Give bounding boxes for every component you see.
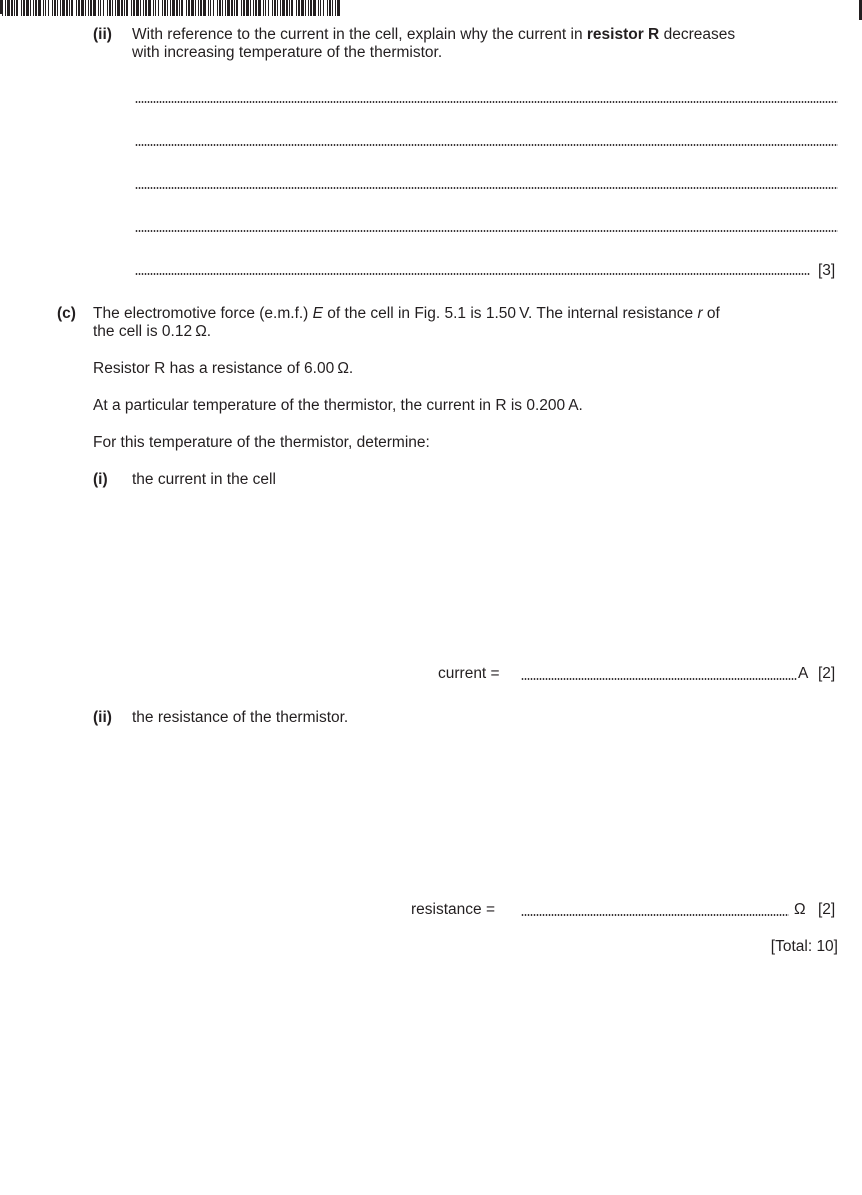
determine-statement: For this temperature of the thermistor, determine: [93, 434, 430, 451]
question-label-c: (c) [57, 305, 76, 322]
question-label-c-i: (i) [93, 471, 108, 488]
answer-line-3[interactable] [135, 187, 838, 189]
current-answer-line[interactable] [521, 678, 797, 680]
marks-c-ii: [2] [818, 901, 836, 918]
current-unit: A [798, 665, 809, 682]
current-statement: At a particular temperature of the thermistor, the current in R is 0.200 A. [93, 397, 583, 414]
resistance-answer-label: resistance = [411, 901, 496, 918]
question-text-b-ii-line1: With reference to the current in the cell, explain why the current in resistor R decreases [132, 26, 736, 43]
answer-line-4[interactable] [135, 230, 838, 232]
resistance-answer-line[interactable] [521, 914, 789, 916]
question-text-b-ii-line2: with increasing temperature of the thermistor. [132, 44, 443, 61]
resistance-unit: Ω [794, 901, 806, 918]
resistor-statement: Resistor R has a resistance of 6.00 Ω. [93, 360, 354, 377]
question-text-c-i: the current in the cell [132, 471, 276, 488]
question-label-b-ii: (ii) [93, 26, 112, 43]
answer-line-2[interactable] [135, 144, 838, 146]
answer-line-5[interactable] [135, 273, 810, 275]
question-text-c-ii: the resistance of the thermistor. [132, 709, 349, 726]
answer-line-1[interactable] [135, 101, 838, 103]
marks-b-ii: [3] [818, 262, 836, 279]
current-answer-label: current = [438, 665, 500, 682]
total-marks: [Total: 10] [770, 938, 838, 955]
marks-c-i: [2] [818, 665, 836, 682]
question-text-c-line1: The electromotive force (e.m.f.) E of the cell in Fig. 5.1 is 1.50 V. The internal resistance r of [93, 305, 720, 322]
question-label-c-ii: (ii) [93, 709, 112, 726]
question-text-c-line2: the cell is 0.12 Ω. [93, 323, 212, 340]
barcode [2, 0, 342, 16]
